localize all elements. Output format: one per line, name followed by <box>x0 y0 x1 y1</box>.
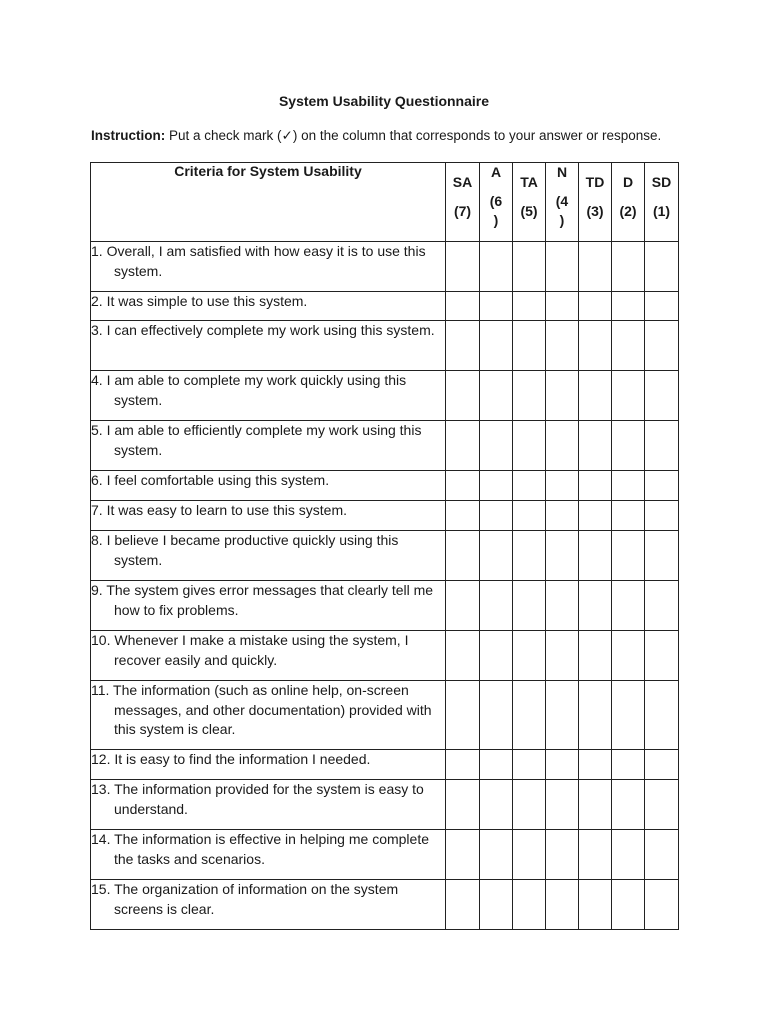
answer-cell-sd[interactable] <box>645 531 679 581</box>
column-abbr: A <box>490 164 502 180</box>
answer-cell-sa[interactable] <box>446 581 480 631</box>
answer-cell-sd[interactable] <box>645 631 679 681</box>
column-abbr: TA <box>520 174 538 190</box>
table-row <box>91 242 679 292</box>
criteria-text: 14. The information is effective in helping me complete the tasks and scenarios. <box>91 831 430 867</box>
table-row <box>91 830 679 880</box>
column-score: ) <box>493 212 499 228</box>
answer-cell-a[interactable] <box>480 880 513 930</box>
criteria-cell <box>91 471 446 501</box>
answer-cell-sd[interactable] <box>645 421 679 471</box>
answer-cell-sa[interactable] <box>446 681 480 750</box>
answer-cell-ta[interactable] <box>513 321 546 371</box>
answer-cell-td[interactable] <box>579 830 612 880</box>
answer-cell-sd[interactable] <box>645 750 679 780</box>
answer-cell-n[interactable] <box>546 471 579 501</box>
answer-cell-a[interactable] <box>480 501 513 531</box>
answer-cell-d[interactable] <box>612 681 645 750</box>
answer-cell-sa[interactable] <box>446 471 480 501</box>
answer-cell-sa[interactable] <box>446 531 480 581</box>
criteria-cell <box>91 830 446 880</box>
answer-cell-sa[interactable] <box>446 292 480 321</box>
answer-cell-a[interactable] <box>480 471 513 501</box>
table-row <box>91 780 679 830</box>
answer-cell-n[interactable] <box>546 292 579 321</box>
answer-cell-d[interactable] <box>612 531 645 581</box>
instruction-body: Put a check mark (✓) on the column that corresponds to your answer or response. <box>165 128 662 143</box>
criteria-cell <box>91 780 446 830</box>
criteria-cell <box>91 631 446 681</box>
column-score: (3) <box>586 203 604 219</box>
questionnaire-table <box>90 162 679 930</box>
answer-cell-n[interactable] <box>546 830 579 880</box>
answer-cell-sa[interactable] <box>446 750 480 780</box>
answer-cell-sa[interactable] <box>446 371 480 421</box>
criteria-text: 5. I am able to efficiently complete my work using this system. <box>91 422 422 458</box>
answer-cell-sd[interactable] <box>645 501 679 531</box>
criteria-text: 9. The system gives error messages that clearly tell me how to fix problems. <box>91 582 434 618</box>
answer-cell-sd[interactable] <box>645 471 679 501</box>
criteria-text: 7. It was easy to learn to use this system. <box>91 502 347 518</box>
answer-cell-td[interactable] <box>579 501 612 531</box>
column-header-sa <box>446 163 480 242</box>
answer-cell-sa[interactable] <box>446 501 480 531</box>
table-row <box>91 321 679 371</box>
answer-cell-sa[interactable] <box>446 880 480 930</box>
answer-cell-ta[interactable] <box>513 242 546 292</box>
answer-cell-td[interactable] <box>579 780 612 830</box>
answer-cell-sd[interactable] <box>645 371 679 421</box>
answer-cell-td[interactable] <box>579 321 612 371</box>
answer-cell-n[interactable] <box>546 531 579 581</box>
criteria-text: 6. I feel comfortable using this system. <box>91 472 330 488</box>
answer-cell-d[interactable] <box>612 371 645 421</box>
answer-cell-n[interactable] <box>546 321 579 371</box>
answer-cell-d[interactable] <box>612 471 645 501</box>
column-score: (6 <box>489 193 503 209</box>
answer-cell-sd[interactable] <box>645 880 679 930</box>
answer-cell-d[interactable] <box>612 421 645 471</box>
column-score: (5) <box>520 203 538 219</box>
table-row <box>91 880 679 930</box>
answer-cell-sd[interactable] <box>645 780 679 830</box>
answer-cell-a[interactable] <box>480 750 513 780</box>
answer-cell-sa[interactable] <box>446 321 480 371</box>
column-header-td <box>579 163 612 242</box>
answer-cell-ta[interactable] <box>513 471 546 501</box>
table-row <box>91 681 679 750</box>
table-row <box>91 531 679 581</box>
answer-cell-a[interactable] <box>480 371 513 421</box>
answer-cell-ta[interactable] <box>513 830 546 880</box>
answer-cell-td[interactable] <box>579 681 612 750</box>
criteria-text: 15. The organization of information on the system screens is clear. <box>91 881 399 917</box>
answer-cell-sa[interactable] <box>446 421 480 471</box>
answer-cell-sd[interactable] <box>645 581 679 631</box>
column-abbr: N <box>556 164 568 180</box>
column-abbr: SD <box>651 174 672 190</box>
answer-cell-d[interactable] <box>612 880 645 930</box>
answer-cell-n[interactable] <box>546 631 579 681</box>
answer-cell-d[interactable] <box>612 242 645 292</box>
column-score: ) <box>559 212 565 228</box>
answer-cell-td[interactable] <box>579 421 612 471</box>
answer-cell-a[interactable] <box>480 421 513 471</box>
table-row <box>91 581 679 631</box>
answer-cell-td[interactable] <box>579 581 612 631</box>
answer-cell-sa[interactable] <box>446 242 480 292</box>
answer-cell-sa[interactable] <box>446 631 480 681</box>
answer-cell-n[interactable] <box>546 242 579 292</box>
answer-cell-td[interactable] <box>579 471 612 501</box>
column-header-n <box>546 163 579 242</box>
answer-cell-a[interactable] <box>480 631 513 681</box>
answer-cell-ta[interactable] <box>513 681 546 750</box>
criteria-cell <box>91 880 446 930</box>
answer-cell-a[interactable] <box>480 830 513 880</box>
criteria-text: 2. It was simple to use this system. <box>91 293 308 309</box>
answer-cell-d[interactable] <box>612 631 645 681</box>
criteria-cell <box>91 681 446 750</box>
page-title: System Usability Questionnaire <box>278 93 490 109</box>
answer-cell-n[interactable] <box>546 681 579 750</box>
answer-cell-a[interactable] <box>480 581 513 631</box>
answer-cell-a[interactable] <box>480 242 513 292</box>
answer-cell-td[interactable] <box>579 531 612 581</box>
criteria-cell <box>91 371 446 421</box>
answer-cell-td[interactable] <box>579 371 612 421</box>
table-row <box>91 421 679 471</box>
answer-cell-n[interactable] <box>546 371 579 421</box>
answer-cell-sd[interactable] <box>645 242 679 292</box>
column-abbr: SA <box>452 174 473 190</box>
table-row <box>91 501 679 531</box>
answer-cell-td[interactable] <box>579 880 612 930</box>
answer-cell-d[interactable] <box>612 501 645 531</box>
answer-cell-ta[interactable] <box>513 581 546 631</box>
answer-cell-sd[interactable] <box>645 830 679 880</box>
answer-cell-td[interactable] <box>579 631 612 681</box>
criteria-cell <box>91 581 446 631</box>
answer-cell-ta[interactable] <box>513 750 546 780</box>
instruction-label: Instruction: <box>91 128 166 143</box>
answer-cell-ta[interactable] <box>513 292 546 321</box>
column-score: (7) <box>453 203 472 219</box>
criteria-cell <box>91 242 446 292</box>
column-score: (4 <box>555 193 569 209</box>
criteria-text: 11. The information (such as online help, on-screen messages, and other documentation) provided with this system is clear. <box>91 682 432 737</box>
column-abbr: D <box>622 174 634 190</box>
criteria-cell <box>91 292 446 321</box>
answer-cell-ta[interactable] <box>513 631 546 681</box>
answer-cell-a[interactable] <box>480 531 513 581</box>
column-header-a <box>480 163 513 242</box>
criteria-text: 4. I am able to complete my work quickly using this system. <box>91 372 407 408</box>
column-header-d <box>612 163 645 242</box>
answer-cell-d[interactable] <box>612 830 645 880</box>
criteria-text: 1. Overall, I am satisfied with how easy it is to use this system. <box>91 243 426 279</box>
answer-cell-n[interactable] <box>546 581 579 631</box>
criteria-cell <box>91 750 446 780</box>
answer-cell-a[interactable] <box>480 681 513 750</box>
answer-cell-ta[interactable] <box>513 421 546 471</box>
answer-cell-ta[interactable] <box>513 531 546 581</box>
answer-cell-a[interactable] <box>480 292 513 321</box>
criteria-text: 3. I can effectively complete my work using this system. <box>91 322 435 338</box>
answer-cell-ta[interactable] <box>513 880 546 930</box>
criteria-cell <box>91 501 446 531</box>
answer-cell-d[interactable] <box>612 581 645 631</box>
answer-cell-ta[interactable] <box>513 780 546 830</box>
instruction-text <box>91 128 691 144</box>
criteria-header: Criteria for System Usability <box>91 163 446 242</box>
criteria-cell <box>91 531 446 581</box>
column-header-ta <box>513 163 546 242</box>
criteria-text: 12. It is easy to find the information I needed. <box>91 751 371 767</box>
answer-cell-n[interactable] <box>546 880 579 930</box>
answer-cell-d[interactable] <box>612 750 645 780</box>
answer-cell-d[interactable] <box>612 292 645 321</box>
answer-cell-a[interactable] <box>480 780 513 830</box>
column-header-sd <box>645 163 679 242</box>
column-score: (1) <box>652 203 671 219</box>
answer-cell-n[interactable] <box>546 501 579 531</box>
criteria-text: 10. Whenever I make a mistake using the system, I recover easily and quickly. <box>91 632 409 668</box>
table-row <box>91 471 679 501</box>
answer-cell-n[interactable] <box>546 750 579 780</box>
table-row <box>91 631 679 681</box>
answer-cell-sd[interactable] <box>645 292 679 321</box>
column-abbr: TD <box>585 174 605 190</box>
table-row <box>91 292 679 321</box>
answer-cell-sa[interactable] <box>446 780 480 830</box>
answer-cell-d[interactable] <box>612 780 645 830</box>
answer-cell-sd[interactable] <box>645 681 679 750</box>
answer-cell-d[interactable] <box>612 321 645 371</box>
answer-cell-n[interactable] <box>546 780 579 830</box>
criteria-cell <box>91 321 446 371</box>
answer-cell-td[interactable] <box>579 750 612 780</box>
criteria-text: 8. I believe I became productive quickly using this system. <box>91 532 399 568</box>
answer-cell-sd[interactable] <box>645 321 679 371</box>
criteria-text: 13. The information provided for the system is easy to understand. <box>91 781 424 817</box>
answer-cell-sa[interactable] <box>446 830 480 880</box>
answer-cell-ta[interactable] <box>513 371 546 421</box>
answer-cell-td[interactable] <box>579 242 612 292</box>
table-row <box>91 371 679 421</box>
column-score: (2) <box>619 203 637 219</box>
criteria-cell <box>91 421 446 471</box>
answer-cell-td[interactable] <box>579 292 612 321</box>
answer-cell-n[interactable] <box>546 421 579 471</box>
answer-cell-a[interactable] <box>480 321 513 371</box>
answer-cell-ta[interactable] <box>513 501 546 531</box>
table-row <box>91 750 679 780</box>
